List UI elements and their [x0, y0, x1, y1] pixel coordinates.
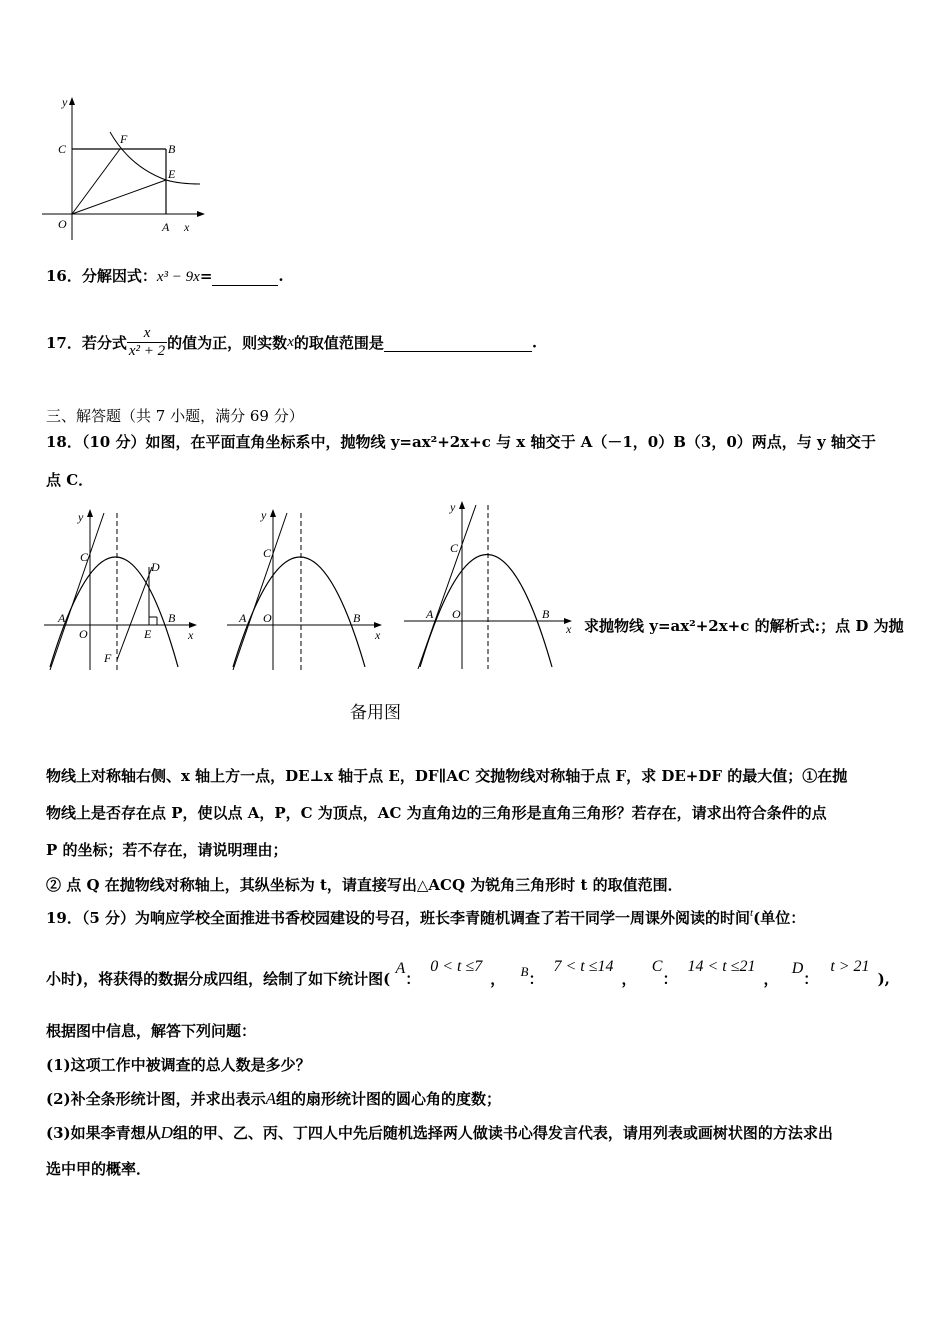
- label-b: B: [168, 142, 176, 156]
- q18-graph-backup-2: [402, 497, 580, 672]
- q18-graph-backup-1: [225, 505, 390, 675]
- q19-unit: (单位：: [753, 909, 806, 927]
- group-d-range: t > 21: [830, 958, 870, 975]
- group-b-after: ，: [621, 970, 637, 988]
- q17-mid: 的值为正，则实数: [167, 334, 288, 352]
- q16-number: 16．: [46, 267, 82, 285]
- label-a: A: [58, 611, 66, 625]
- section-3-title: 三、解答题（共 7 小题，满分 69 分）: [46, 407, 304, 425]
- label-a: A: [162, 220, 170, 234]
- label-d: D: [151, 560, 160, 574]
- q16-prompt: 分解因式：: [81, 267, 157, 285]
- q19-intro: 19．（5 分）为响应学校全面推进书香校园建设的号召，班长李青随机调查了若干同学一周课外阅读的时间: [46, 909, 751, 927]
- group-a-label: A: [395, 960, 406, 977]
- group-a-after: ，: [490, 970, 506, 988]
- q19-line-2-start: 小时)，将获得的数据分成四组，绘制了如下统计图(: [46, 970, 391, 988]
- q19-line-1: [46, 907, 805, 928]
- label-b: B: [168, 611, 176, 625]
- label-x: x: [375, 628, 381, 642]
- q16-answer-blank[interactable]: [212, 267, 278, 286]
- group-c-after: ，: [763, 970, 779, 988]
- q19-var-t: t: [750, 907, 754, 919]
- q16-end: .: [278, 267, 284, 285]
- label-e: E: [144, 627, 152, 641]
- q19-sub-2: [46, 1088, 501, 1109]
- label-y: y: [450, 500, 456, 514]
- question-17: [46, 325, 537, 360]
- q19-line-3: 根据图中信息，解答下列问题：: [46, 1022, 257, 1040]
- q17-prompt: 若分式: [81, 334, 127, 352]
- figure-rectangle-hyperbola: [40, 92, 220, 242]
- label-a: A: [426, 607, 434, 621]
- q18-inline-tail: 求抛物线 y=ax²+2x+c 的解析式:；点 D 为抛: [584, 617, 904, 635]
- label-c: C: [58, 142, 67, 156]
- q17-end: .: [531, 333, 538, 352]
- group-b-label: B: [520, 964, 529, 979]
- q19-group-a: [395, 955, 506, 988]
- segment-oe: [72, 180, 166, 214]
- q17-answer-blank[interactable]: [384, 333, 532, 352]
- q17-fraction: [127, 325, 167, 360]
- group-c-range: 14 < t ≤21: [687, 958, 756, 975]
- q19-sub-3: [46, 1122, 833, 1143]
- group-b-sep: ：: [528, 970, 544, 988]
- parabola: [420, 555, 552, 668]
- label-y: y: [261, 508, 267, 522]
- q17-tail: 的取值范围是: [293, 334, 384, 352]
- q19-sub-3-line-2: 选中甲的概率．: [46, 1160, 152, 1178]
- q18-line-6: ② 点 Q 在抛物线对称轴上，其纵坐标为 t，请直接写出△ACQ 为锐角三角形时 t 的取值范围．: [46, 876, 683, 894]
- x-axis-arrow: [197, 211, 205, 217]
- q17-variable: x: [287, 334, 294, 350]
- label-c: C: [450, 541, 459, 555]
- line-ac: [50, 513, 104, 670]
- label-f: F: [104, 651, 112, 665]
- y-axis-arrow: [270, 509, 276, 517]
- group-a-sep: ：: [405, 970, 421, 988]
- q18-line-3: 物线上对称轴右侧、x 轴上方一点，DE⊥x 轴于点 E，DF∥AC 交抛物线对称轴于点 F，求 DE+DF 的最大值；①在抛: [46, 767, 848, 785]
- line-ac: [233, 513, 287, 670]
- q19-group-b: [520, 955, 637, 988]
- segment-df: [117, 567, 152, 660]
- q19-sub-3-var: D: [160, 1123, 173, 1142]
- segment-of: [72, 149, 120, 214]
- group-a-range: 0 < t ≤7: [430, 958, 483, 975]
- q16-equals: =: [199, 267, 213, 285]
- q19-sub-3-a: (3)如果李青想从: [46, 1124, 161, 1142]
- q18-line-4: 物线上是否存在点 P，使以点 A，P，C 为顶点，AC 为直角边的三角形是直角三角形？若存在，请求出符合条件的点: [46, 804, 827, 822]
- y-axis-arrow: [69, 97, 75, 105]
- q18-line-2: 点 C．: [46, 471, 94, 489]
- label-x: x: [188, 628, 194, 642]
- label-x: x: [566, 622, 572, 636]
- label-e: E: [168, 167, 176, 181]
- group-d-sep: ：: [803, 970, 819, 988]
- q19-sub-2-a: (2)补全条形统计图，并求出表示: [46, 1090, 266, 1108]
- group-b-range: 7 < t ≤14: [553, 958, 614, 975]
- q19-group-c: [651, 955, 779, 988]
- q17-number: 17．: [46, 334, 82, 352]
- q19-group-d: [791, 955, 890, 988]
- label-o: O: [79, 627, 88, 641]
- label-o: O: [58, 217, 67, 231]
- label-o: O: [263, 611, 272, 625]
- q18-graph-main: [42, 505, 202, 675]
- q18-line-1: 18．（10 分）如图，在平面直角坐标系中，抛物线 y=ax²+2x+c 与 x 轴交于 A（－1，0）B（3，0）两点，与 y 轴交于: [46, 433, 876, 451]
- label-y: y: [62, 95, 68, 109]
- label-f: F: [120, 132, 128, 146]
- y-axis-arrow: [459, 501, 465, 509]
- label-b: B: [353, 611, 361, 625]
- label-c: C: [80, 550, 89, 564]
- q19-sub-2-b: 组的扇形统计图的圆心角的度数；: [276, 1090, 502, 1108]
- line-ac: [418, 505, 476, 669]
- label-x: x: [184, 220, 190, 234]
- question-16: [46, 265, 284, 286]
- group-d-label: D: [791, 960, 804, 977]
- q16-expression: x³ − 9x: [156, 269, 200, 285]
- group-c-label: C: [651, 958, 663, 975]
- q19-sub-2-var: A: [265, 1089, 277, 1108]
- q17-fraction-numerator: x: [143, 325, 151, 341]
- label-c: C: [263, 546, 272, 560]
- label-a: A: [239, 611, 247, 625]
- q19-line-2: [46, 955, 890, 988]
- label-y: y: [78, 510, 84, 524]
- backup-figure-caption: 备用图: [350, 703, 401, 723]
- label-o: O: [452, 607, 461, 621]
- q19-sub-1: (1)这项工作中被调查的总人数是多少？: [46, 1056, 311, 1074]
- label-b: B: [542, 607, 550, 621]
- q18-line-5: P 的坐标；若不存在，请说明理由；: [46, 841, 288, 859]
- group-d-after: ),: [877, 970, 890, 988]
- y-axis-arrow: [87, 509, 93, 517]
- q19-sub-3-b: 组的甲、乙、丙、丁四人中先后随机选择两人做读书心得发言代表，请用列表或画树状图的方法求出: [172, 1124, 833, 1142]
- q17-fraction-denominator: x² + 2: [128, 343, 166, 359]
- group-c-sep: ：: [662, 970, 678, 988]
